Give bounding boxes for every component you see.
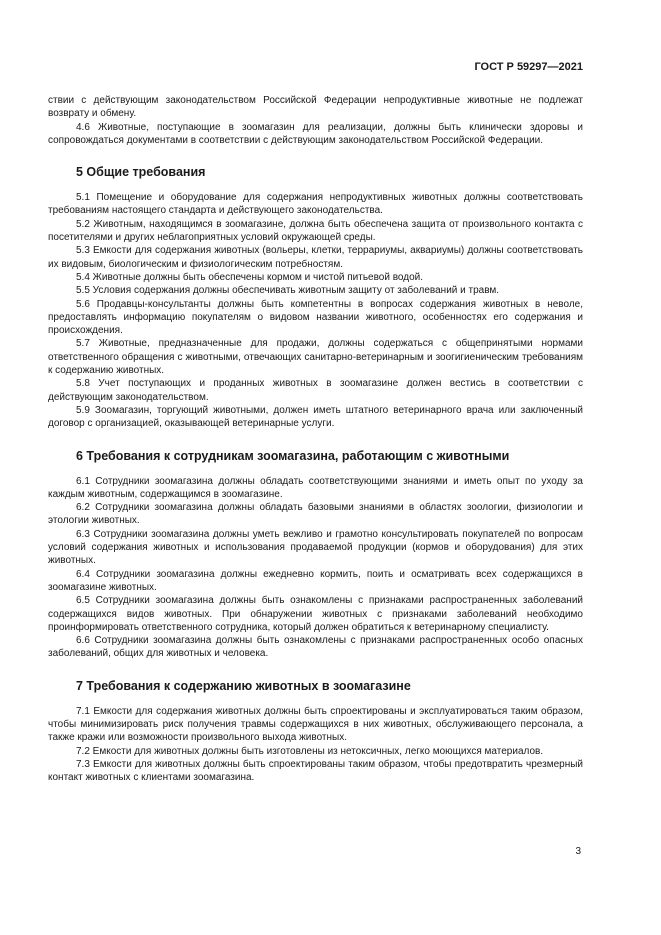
page-number: 3 bbox=[575, 846, 581, 857]
paragraph-6-1: 6.1 Сотрудники зоомагазина должны обладать соответствующими знаниями и иметь опыт по уходу за каждым животным, содержащимся в зоомагазине. bbox=[48, 475, 583, 500]
paragraph-6-6: 6.6 Сотрудники зоомагазина должны быть ознакомлены с признаками распространенных особо опасных заболеваний, общих для животных и человека. bbox=[48, 635, 583, 660]
section-5-title: 5 Общие требования bbox=[76, 165, 206, 180]
paragraph-5-5: 5.5 Условия содержания должны обеспечивать животным защиту от заболеваний и травм. bbox=[76, 285, 500, 297]
paragraph-6-4: 6.4 Сотрудники зоомагазина должны ежедневно кормить, поить и осматривать всех содержащихся в зоомагазине животных. bbox=[48, 568, 583, 593]
document-header-standard-id: ГОСТ Р 59297—2021 bbox=[474, 61, 583, 73]
paragraph-4-6: 4.6 Животные, поступающие в зоомагазин для реализации, должны быть клинически здоровы и сопровождаться документами в соответствии с действующим законодательством Российской Федерации. bbox=[48, 121, 583, 146]
paragraph-5-4: 5.4 Животные должны быть обеспечены кормом и чистой питьевой водой. bbox=[76, 271, 424, 283]
paragraph-5-3: 5.3 Емкости для содержания животных (вольеры, клетки, террариумы, аквариумы) должны соответствовать их видовым, биологическим и физиологическим потребностям. bbox=[48, 245, 583, 270]
paragraph-5-7: 5.7 Животные, предназначенные для продажи, должны содержаться с общепринятыми нормами ответственного обращения с животными, отвечающих санитарно-ветеринарным и зоогигиеническим требованиям к содержанию животных. bbox=[48, 338, 583, 377]
paragraph-5-9: 5.9 Зоомагазин, торгующий животными, должен иметь штатного ветеринарного врача или заключенный договор с организацией, оказывающей ветеринарные услуги. bbox=[48, 404, 583, 430]
paragraph-6-2: 6.2 Сотрудники зоомагазина должны обладать базовыми знаниями в областях зоологии, физиологии и этологии животных. bbox=[48, 502, 583, 527]
paragraph-7-1: 7.1 Емкости для содержания животных должны быть спроектированы и эксплуатироваться таким образом, чтобы минимизировать риск получения травмы содержащихся в них животных, обслуживающего персонала, а также кражи или возможности произвольного выхода животных. bbox=[48, 705, 583, 744]
paragraph-6-3: 6.3 Сотрудники зоомагазина должны уметь вежливо и грамотно консультировать покупателей по вопросам условий содержания животных и использования продаваемой продукции (кормов и оборудования) для этих животных. bbox=[48, 528, 583, 567]
section-7-title: 7 Требования к содержанию животных в зоомагазине bbox=[76, 678, 411, 693]
paragraph-7-3: 7.3 Емкости для животных должны быть спроектированы таким образом, чтобы предотвратить чрезмерный контакт животных с клиентами зоомагазина. bbox=[48, 758, 583, 784]
paragraph-5-8: 5.8 Учет поступающих и проданных животных в зоомагазине должен вестись в соответствии с действующим законодательством. bbox=[48, 378, 583, 403]
paragraph-5-2: 5.2 Животным, находящимся в зоомагазине, должна быть обеспечена защита от произвольного контакта с посетителями и других неблагоприятных условий окружающей среды. bbox=[48, 218, 583, 244]
paragraph-7-2: 7.2 Емкости для животных должны быть изготовлены из нетоксичных, легко моющихся материалов. bbox=[76, 745, 544, 757]
paragraph-5-1: 5.1 Помещение и оборудование для содержания непродуктивных животных должны соответствовать требованиям настоящего стандарта и действующего законодательства. bbox=[48, 192, 583, 217]
page-content bbox=[48, 94, 583, 784]
section-6-title: 6 Требования к сотрудникам зоомагазина, работающим с животными bbox=[76, 448, 510, 463]
paragraph-5-6: 5.6 Продавцы-консультанты должны быть компетентны в вопросах содержания животных в неволе, предоставлять информацию покупателям о видовом названии животного, особенностях его содержания и происхождения. bbox=[48, 298, 583, 337]
paragraph-continuation: ствии с действующим законодательством Российской Федерации непродуктивные животные не подлежат возврату и обмену. bbox=[48, 95, 583, 120]
paragraph-6-5: 6.5 Сотрудники зоомагазина должны быть ознакомлены с признаками распространенных заболеваний содержащихся видов животных. При обнаружении животных с признаками заболеваний необходимо проинформировать ответственного сотрудника, который должен обратиться к ветеринарному специалисту. bbox=[48, 595, 583, 633]
